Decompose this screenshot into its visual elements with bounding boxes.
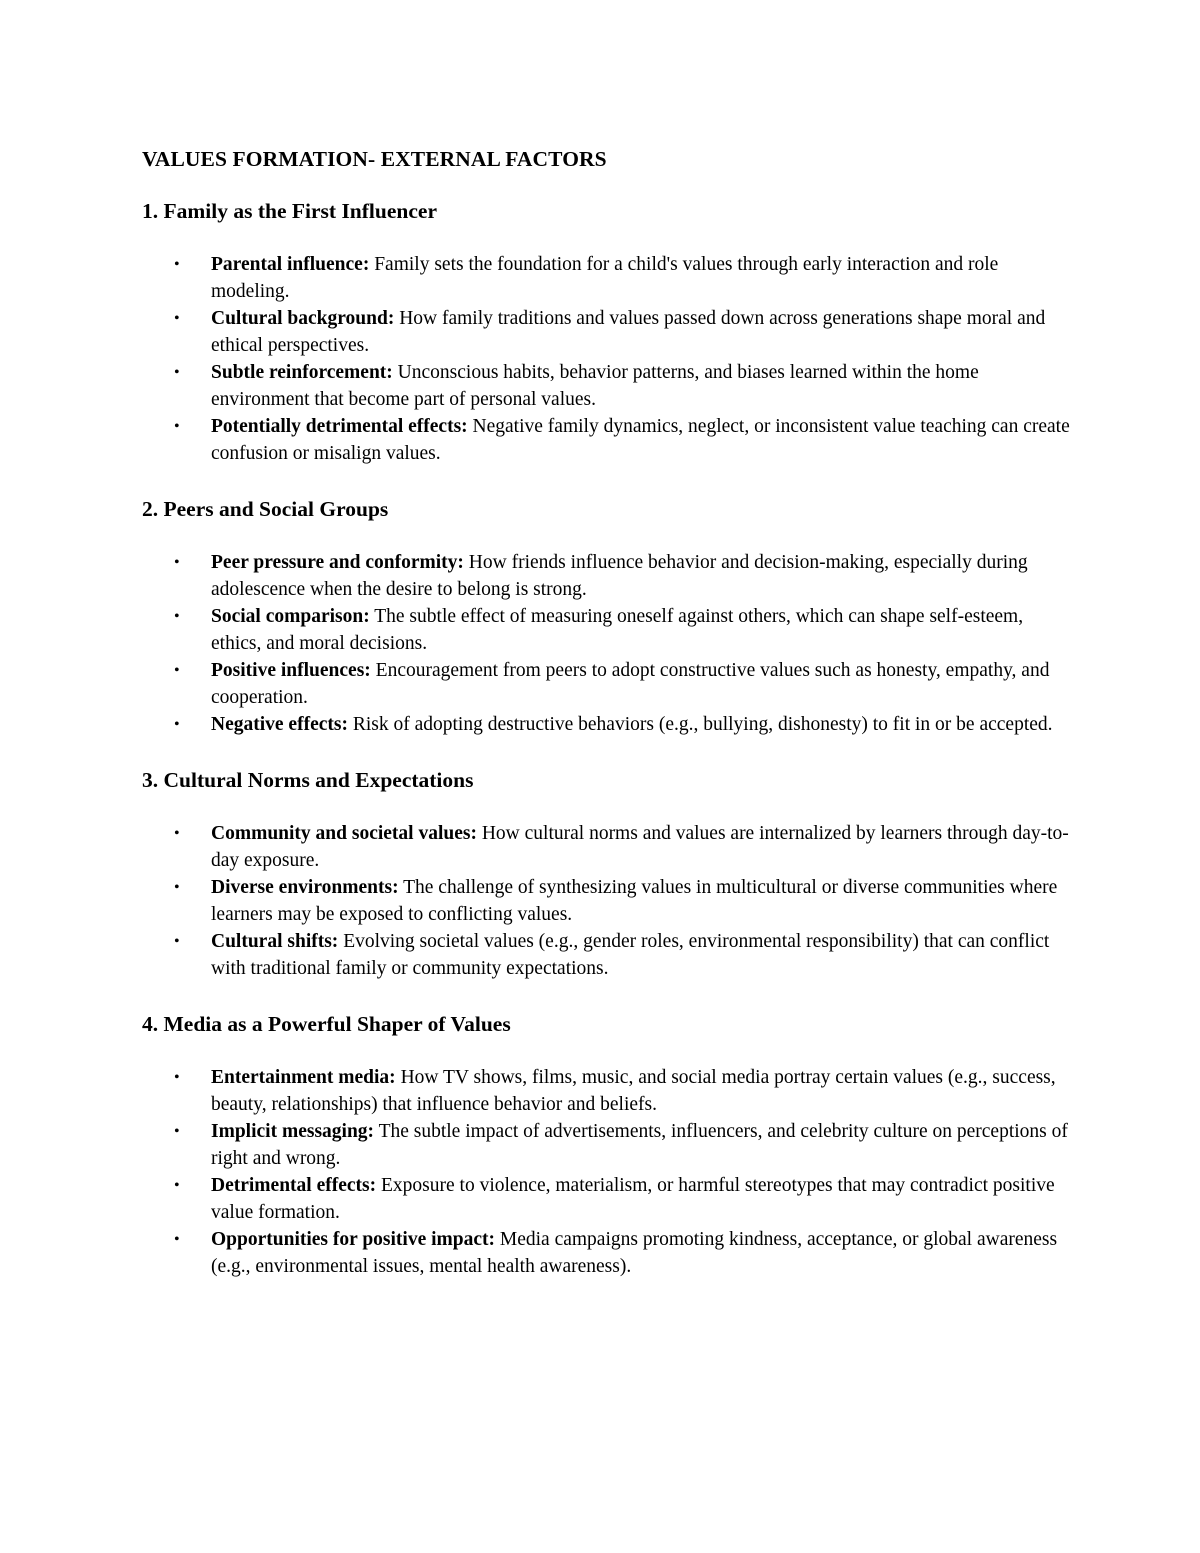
item-term: Detrimental effects: — [211, 1175, 377, 1196]
list-item — [142, 1226, 1072, 1280]
bullet-icon: • — [174, 662, 180, 679]
bullet-icon: • — [174, 1177, 180, 1194]
section-heading: 3. Cultural Norms and Expectations — [142, 768, 474, 792]
item-text: Media campaigns promoting kindness, acceptance, or global awareness (e.g., environmental issues, mental health awareness). — [211, 1229, 1058, 1277]
item-term: Potentially detrimental effects: — [211, 416, 468, 437]
item-term: Community and societal values: — [211, 823, 477, 844]
item-term: Entertainment media: — [211, 1067, 396, 1088]
bullet-list — [142, 251, 1072, 467]
item-term: Positive influences: — [211, 660, 371, 681]
item-term: Opportunities for positive impact: — [211, 1229, 496, 1250]
item-text: Risk of adopting destructive behaviors (e.g., bullying, dishonesty) to fit in or be accepted. — [347, 714, 1053, 735]
list-item — [142, 928, 1072, 982]
bullet-icon: • — [174, 608, 180, 625]
list-item — [142, 1064, 1072, 1118]
list-item — [142, 1172, 1072, 1226]
item-text: How family traditions and values passed down across generations shape moral and ethical perspectives. — [211, 308, 1046, 356]
item-text: How cultural norms and values are internalized by learners through day-to-day exposure. — [211, 823, 1069, 871]
item-text: Exposure to violence, materialism, or harmful stereotypes that may contradict positive value formation. — [211, 1175, 1055, 1223]
item-text: The subtle impact of advertisements, influencers, and celebrity culture on perceptions of right and wrong. — [211, 1121, 1068, 1169]
bullet-list — [142, 549, 1072, 738]
list-item — [142, 711, 1072, 738]
section-heading: 1. Family as the First Influencer — [142, 199, 437, 223]
list-item — [142, 413, 1072, 467]
section-heading: 4. Media as a Powerful Shaper of Values — [142, 1012, 511, 1036]
bullet-icon: • — [174, 825, 180, 842]
list-item — [142, 874, 1072, 928]
item-term: Subtle reinforcement: — [211, 362, 393, 383]
bullet-list — [142, 1064, 1072, 1280]
item-text: The challenge of synthesizing values in multicultural or diverse communities where learners may be exposed to conflicting values. — [211, 877, 1058, 925]
bullet-icon: • — [174, 418, 180, 435]
item-text: Encouragement from peers to adopt constructive values such as honesty, empathy, and cooperation. — [211, 660, 1050, 708]
section-heading: 2. Peers and Social Groups — [142, 497, 389, 521]
bullet-icon: • — [174, 879, 180, 896]
item-term: Cultural background: — [211, 308, 395, 329]
item-term: Social comparison: — [211, 606, 370, 627]
bullet-icon: • — [174, 933, 180, 950]
list-item — [142, 251, 1072, 305]
item-term: Parental influence: — [211, 254, 370, 275]
bullet-icon: • — [174, 364, 180, 381]
bullet-icon: • — [174, 256, 180, 273]
list-item — [142, 1118, 1072, 1172]
item-text: How TV shows, films, music, and social media portray certain values (e.g., success, beauty, relationships) that influence behavior and beliefs. — [211, 1067, 1056, 1115]
item-term: Negative effects: — [211, 714, 348, 735]
bullet-list — [142, 820, 1072, 982]
section-cultural — [142, 766, 1072, 982]
item-text: Negative family dynamics, neglect, or inconsistent value teaching can create confusion or misalign values. — [211, 416, 1070, 464]
item-text: The subtle effect of measuring oneself against others, which can shape self-esteem, ethics, and moral decisions. — [211, 606, 1024, 654]
item-term: Peer pressure and conformity: — [211, 552, 464, 573]
item-term: Diverse environments: — [211, 877, 399, 898]
section-family — [142, 197, 1072, 467]
item-term: Cultural shifts: — [211, 931, 339, 952]
bullet-icon: • — [174, 554, 180, 571]
list-item — [142, 657, 1072, 711]
item-text: How friends influence behavior and decision-making, especially during adolescence when the desire to belong is strong. — [211, 552, 1028, 600]
document-title: VALUES FORMATION- EXTERNAL FACTORS — [142, 147, 607, 171]
item-text: Evolving societal values (e.g., gender roles, environmental responsibility) that can conflict with traditional family or community expectations. — [211, 931, 1050, 979]
list-item — [142, 820, 1072, 874]
bullet-icon: • — [174, 1123, 180, 1140]
document-page — [142, 140, 1072, 1280]
list-item — [142, 603, 1072, 657]
bullet-icon: • — [174, 310, 180, 327]
section-peers — [142, 495, 1072, 738]
item-text: Unconscious habits, behavior patterns, and biases learned within the home environment that become part of personal values. — [211, 362, 979, 410]
bullet-icon: • — [174, 1069, 180, 1086]
item-term: Implicit messaging: — [211, 1121, 375, 1142]
bullet-icon: • — [174, 1231, 180, 1248]
section-media — [142, 1010, 1072, 1280]
list-item — [142, 359, 1072, 413]
list-item — [142, 549, 1072, 603]
item-text: Family sets the foundation for a child's values through early interaction and role modeling. — [211, 254, 999, 302]
bullet-icon: • — [174, 716, 180, 733]
list-item — [142, 305, 1072, 359]
